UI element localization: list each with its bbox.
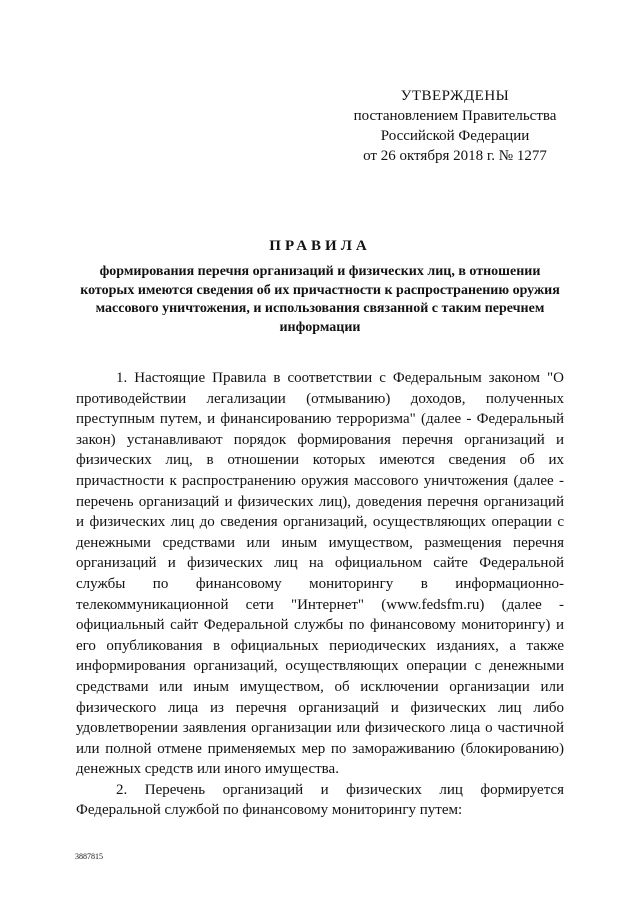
approval-stamp: УТВЕРЖДЕНЫ [400, 88, 510, 104]
document-body [76, 368, 564, 821]
approval-block [340, 86, 570, 166]
paragraph-1: 1. Настоящие Правила в соответствии с Федеральным законом "О противодействии легализации (отмыванию) доходов, полученных преступным путем, и финансированию терроризма" (далее - Федеральный закон) устанавливают порядок формирования перечня организаций и физических лиц, в отношении которых имеются сведения об их причастности к распространению оружия массового уничтожения (далее - перечень организаций и физических лиц), доведения перечня организаций и физических лиц до сведения организаций, осуществляющих операции с денежными средствами или иным имуществом, размещения перечня организаций и физических лиц на официальном сайте Федеральной службы по финансовому мониторингу в информационно-телекоммуникационной сети "Интернет" (www.fedsfm.ru) (далее - официальный сайт Федеральной службы по финансовому мониторингу) и его опубликования в официальных периодических изданиях, а также информирования организаций, осуществляющих операции с денежными средствами или иным имуществом, об исключении организации или физического лица из перечня организаций и физических лиц либо удовлетворении заявления организации или физического лица о частичной или полной отмене применяемых мер по замораживанию (блокированию) денежных средств или иного имущества. [76, 370, 564, 778]
paragraph-2: 2. Перечень организаций и физических лиц формируется Федеральной службой по финансовому мониторингу путем: [76, 781, 564, 819]
approval-line-2: Российской Федерации [380, 128, 530, 144]
approval-line-3: от 26 октября 2018 г. № 1277 [363, 148, 547, 164]
document-number: 3887815 [75, 852, 103, 861]
approval-line-1: постановлением Правительства [353, 108, 557, 124]
document-subtitle: формирования перечня организаций и физических лиц, в отношении которых имеются сведения об их причастности к распространению оружия массового уничтожения, и использования связанной с таким перечнем информации [80, 264, 560, 335]
document-title: ПРАВИЛА [269, 238, 371, 254]
